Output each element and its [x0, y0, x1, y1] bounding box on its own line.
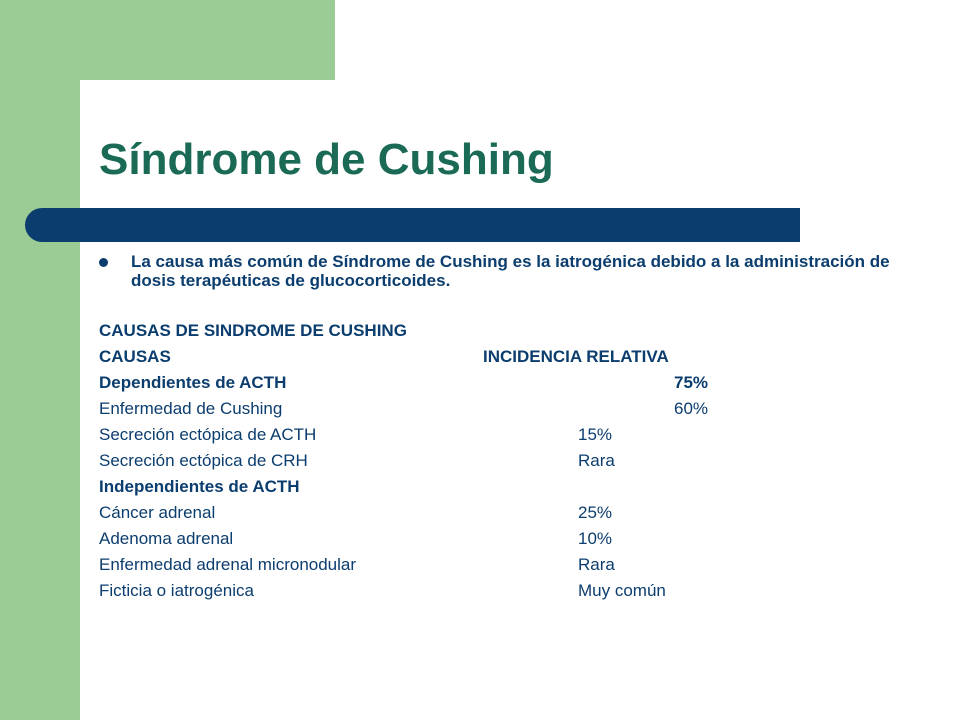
table-heading: CAUSAS DE SINDROME DE CUSHING [99, 321, 407, 340]
table-row [99, 578, 799, 604]
table-heading-row [99, 318, 799, 344]
incidence-cell: 75% [674, 373, 709, 392]
table-row [99, 422, 799, 448]
table-row [99, 396, 799, 422]
incidence-cell: 10% [578, 529, 613, 548]
incidence-cell: Rara [578, 555, 615, 574]
table-row [99, 448, 799, 474]
incidence-cell: 15% [578, 425, 613, 444]
incidence-cell: 25% [578, 503, 613, 522]
incidence-cell: Muy común [578, 581, 666, 600]
slide-title: Síndrome de Cushing [99, 135, 554, 184]
col-header-incidence: INCIDENCIA RELATIVA [483, 347, 669, 366]
top-green-block [0, 0, 335, 80]
incidence-cell: 60% [674, 399, 709, 418]
cause-cell: Secreción ectópica de CRH [99, 451, 308, 470]
cause-cell: Ficticia o iatrogénica [99, 581, 254, 600]
causes-table [99, 318, 799, 604]
table-row [99, 500, 799, 526]
cause-cell: Enfermedad de Cushing [99, 399, 283, 418]
bullet-item [99, 252, 899, 290]
cause-cell: Cáncer adrenal [99, 503, 216, 522]
cause-cell: Dependientes de ACTH [99, 373, 287, 392]
cause-cell: Secreción ectópica de ACTH [99, 425, 317, 444]
table-header-row [99, 344, 799, 370]
cause-cell: Independientes de ACTH [99, 477, 300, 496]
bullet-text: La causa más común de Síndrome de Cushing es la iatrogénica debido a la administración de dosis terapéuticas de glucocorticoides. [131, 252, 890, 290]
rounded-corner-decoration [80, 80, 140, 140]
incidence-cell: Rara [578, 451, 615, 470]
table-row [99, 370, 799, 396]
table-row [99, 526, 799, 552]
table-row [99, 552, 799, 578]
table-row [99, 474, 799, 500]
title-underline-bar [25, 208, 800, 242]
cause-cell: Enfermedad adrenal micronodular [99, 555, 357, 574]
col-header-causes: CAUSAS [99, 347, 171, 366]
left-green-band [0, 0, 80, 720]
bullet-dot-icon [99, 258, 108, 267]
cause-cell: Adenoma adrenal [99, 529, 234, 548]
